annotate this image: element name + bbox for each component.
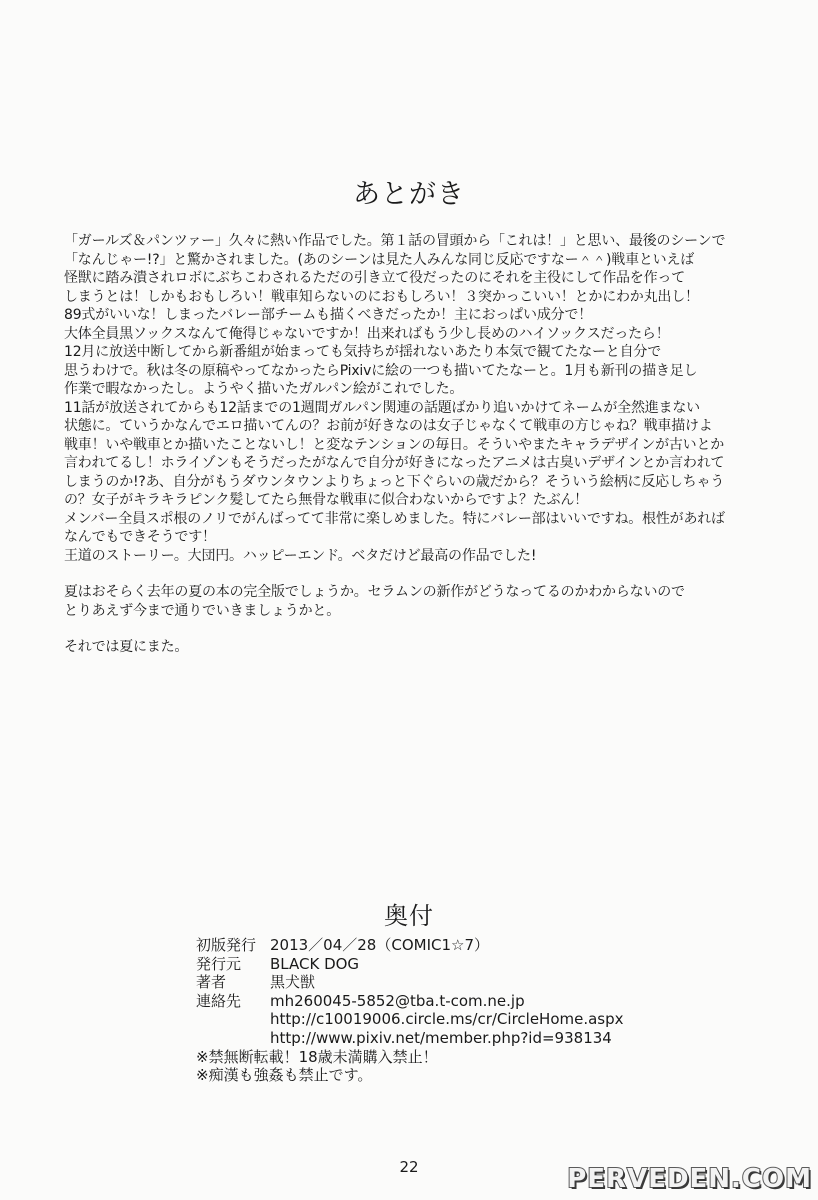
colophon-row-circle-url xyxy=(196,1010,716,1029)
pixiv-url: http://www.pixiv.net/member.php?id=938134 xyxy=(270,1028,612,1047)
afterword-line: 状態に。ていうかなんでエロ描いてんの？お前が好きなのは女子じゃなくて戦車の方じゃね？戦車描けよ xyxy=(64,418,713,434)
circle-url: http://c10019006.circle.ms/cr/CircleHome.aspx xyxy=(270,1010,624,1029)
colophon-label: 初版発行 xyxy=(196,936,257,954)
colophon-note: ※痴漢も強姦も禁止です。 xyxy=(196,1066,373,1085)
afterword-body xyxy=(64,232,784,657)
colophon-label: 連絡先 xyxy=(196,991,242,1010)
afterword-line: 89式がいいな！しまったバレー部チームも描くべきだったか！主におっぱい成分で！ xyxy=(64,307,593,323)
colophon-label: 著者 xyxy=(196,973,227,992)
colophon-row-author xyxy=(196,973,716,992)
colophon-value: 黒犬獣 xyxy=(270,973,316,992)
colophon-row-first-edition xyxy=(196,936,716,955)
afterword-line: 大体全員黒ソックスなんて俺得じゃないですか！出来ればもう少し長めのハイソックスだったら！ xyxy=(64,325,670,342)
site-watermark: PERVEDEN.COM xyxy=(567,1164,812,1194)
afterword-line: 思うわけで。秋は冬の原稿やってなかったらPixivに絵の一つも描いてたなーと。1月も新刊の描き足し xyxy=(64,362,698,379)
colophon xyxy=(196,936,716,1085)
afterword-line: 言われてるし！ホライゾンもそうだったがなんで自分が好きになったアニメは古臭いデザインとか言われて xyxy=(64,455,725,471)
contact-email: mh260045-5852@tba.t-com.ne.jp xyxy=(270,991,525,1010)
afterword-line: 12月に放送中断してから新番組が始まっても気持ちが揺れないあたり本気で観てたなーと自分で xyxy=(64,344,662,360)
colophon-label xyxy=(196,1029,270,1048)
afterword-line: しまうのか!?あ、自分がもうダウンタウンよりちょっと下ぐらいの歳だから？そういう絵柄に反応しちゃう xyxy=(64,473,725,490)
colophon-note: ※禁無断転載！18歳未満購入禁止！ xyxy=(196,1047,438,1066)
afterword-line: とりあえず今まで通りでいきましょうかと。 xyxy=(64,602,340,619)
colophon-value: BLACK DOG xyxy=(270,954,360,973)
colophon-row-pixiv-url xyxy=(196,1029,716,1048)
colophon-value: 2013／04／28（COMIC1☆7） xyxy=(270,936,490,954)
afterword-closing: それでは夏にまた。 xyxy=(64,639,189,655)
afterword-line: 作業で暇なかったし。ようやく描いたガルパン絵がこれでした。 xyxy=(64,381,464,397)
afterword-title: あとがき xyxy=(353,179,465,210)
colophon-label xyxy=(196,1010,270,1029)
page-number: 22 xyxy=(399,1158,419,1176)
afterword-line: 夏はおそらく去年の夏の本の完全版でしょうか。セラムンの新作がどうなってるのかわからないので xyxy=(64,584,685,600)
afterword-line: の？女子がキラキラピンク髪してたら無骨な戦車に似合わないからですよ？たぶん！ xyxy=(64,492,588,508)
colophon-title: 奥付 xyxy=(384,902,434,930)
afterword-line: 戦車！いや戦車とか描いたことないし！と変なテンションの毎日。そういやまたキャラデザインが古いとか xyxy=(64,436,725,453)
paragraph-gap xyxy=(64,620,784,638)
afterword-line: メンバー全員スポ根のノリでがんばってて非常に楽しめました。特にバレー部はいいですね。根性があれば xyxy=(64,510,725,527)
afterword-line: しまうとは！しかもおもしろい！戦車知らないのにおもしろい！３突かっこいい！とかにわか丸出し！ xyxy=(64,288,699,305)
colophon-row-publisher xyxy=(196,955,716,974)
afterword-line: 「ガールズ＆パンツァー」久々に熱い作品でした。第１話の冒頭から「これは！」と思い、最後のシーンで xyxy=(64,233,726,249)
afterword-line: 11話が放送されてからも12話までの1週間ガルパン関連の話題ばかり追いかけてネームが全然進まない xyxy=(64,399,700,416)
afterword-line: 「なんじゃー!?」と驚かされました。(あのシーンは見た人みんな同じ反応ですなー＾＾)戦車といえば xyxy=(64,251,695,268)
afterword-line: 王道のストーリー。大団円。ハッピーエンド。ベタだけど最高の作品でした! xyxy=(64,547,537,564)
afterword-line: なんでもできそうです！ xyxy=(64,529,216,545)
afterword-line: 怪獣に踏み潰されロボにぶちこわされるただの引き立て役だったのにそれを主役にして作品を作って xyxy=(64,270,685,286)
colophon-row-contact xyxy=(196,992,716,1011)
colophon-label: 発行元 xyxy=(196,954,242,973)
paragraph-gap xyxy=(64,565,784,583)
